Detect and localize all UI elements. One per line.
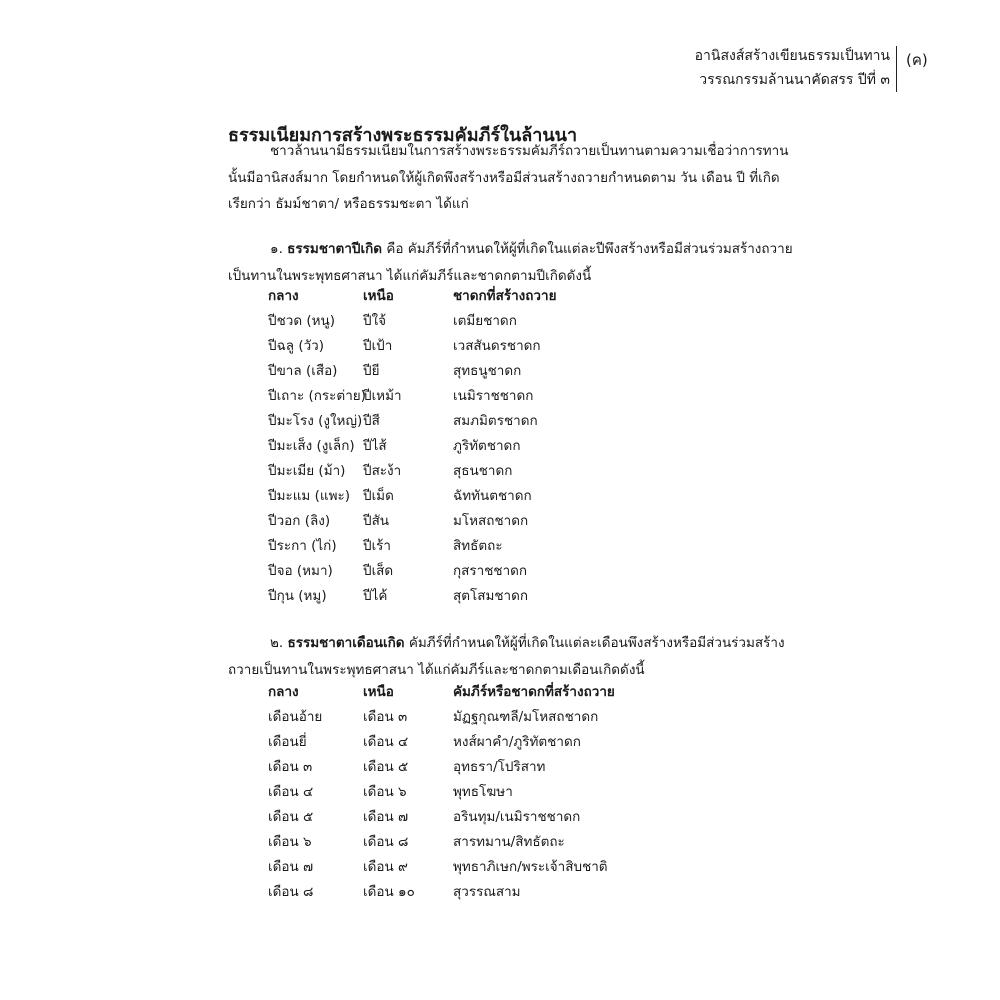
table-cell: ปีสี	[363, 413, 380, 429]
table-cell: สมภมิตรชาดก	[453, 413, 538, 429]
section-2-paragraph	[228, 630, 798, 683]
table-cell: ปีวอก (ลิง)	[268, 513, 331, 529]
table-cell: เดือน ๓	[268, 759, 313, 775]
table-cell: ปีขาล (เสือ)	[268, 363, 338, 379]
table-cell: เดือน ๙	[363, 859, 408, 875]
table-cell: พุทธโฆษา	[453, 784, 513, 800]
table-cell: ฉัททันตชาดก	[453, 488, 532, 504]
table-cell: ปีกุน (หมู)	[268, 588, 327, 604]
table-cell: เดือน ๘	[363, 834, 409, 850]
header-line-2: วรรณกรรมล้านนาคัดสรร ปีที่ ๓	[699, 72, 890, 88]
table-cell: อรินทุม/เนมิราชชาดก	[453, 809, 581, 825]
column-header: กลาง	[268, 684, 299, 700]
table-cell: ปีจอ (หมา)	[268, 563, 333, 579]
intro-paragraph: ชาวล้านนามีธรรมเนียมในการสร้างพระธรรมคัมภีร์ถวายเป็นทานตามความเชื่อว่าการทานนั้นมีอานิสงส์มาก โดยกำหนดให้ผู้เกิดพึงสร้างหรือมีส่วนสร้างถวายกำหนดตาม วัน เดือน ปี ที่เกิด เรียกว่า ธัมม์ชาตา/ หรือธรรมชะตา ได้แก่	[228, 143, 789, 212]
table-cell: หงส์ผาคำ/ภูริทัตชาดก	[453, 734, 581, 750]
header-divider	[896, 46, 897, 92]
page-title: ธรรมเนียมการสร้างพระธรรมคัมภีร์ในล้านนา	[228, 125, 578, 146]
section-2-heading: ธรรมชาตาเดือนเกิด	[287, 635, 405, 651]
table-cell: ปีใจ้	[363, 313, 387, 329]
table-cell: มโหสถชาดก	[453, 513, 529, 529]
table-cell: ปีมะเส็ง (งูเล็ก)	[268, 438, 355, 454]
section-1-number: ๑.	[270, 241, 283, 257]
table-cell: เดือน ๑๐	[363, 884, 415, 900]
table-cell: ปีระกา (ไก่)	[268, 538, 337, 554]
table-cell: ปีเม็ด	[363, 488, 394, 504]
table-cell: เดือน ๘	[268, 884, 314, 900]
table-cell: ปีมะโรง (งูใหญ่)	[268, 413, 363, 429]
table-cell: ปีไค้	[363, 588, 388, 604]
section-2-number: ๒.	[270, 635, 284, 651]
column-header: เหนือ	[363, 288, 394, 304]
table-cell: ปีเป้า	[363, 338, 393, 354]
table-cell: เดือน ๗	[363, 809, 409, 825]
column-header: กลาง	[268, 288, 299, 304]
table-cell: สุตโสมชาดก	[453, 588, 529, 604]
table-cell: กุสราชชาดก	[453, 563, 528, 579]
section-1-heading: ธรรมชาตาปีเกิด	[287, 241, 383, 257]
table-cell: สุทธนูชาดก	[453, 363, 522, 379]
table-cell: ปีมะเมีย (ม้า)	[268, 463, 346, 479]
table-cell: เดือน ๔	[268, 784, 314, 800]
column-header: เหนือ	[363, 684, 394, 700]
table-cell: สารทมาน/สิทธัตถะ	[453, 834, 565, 850]
table-cell: เดือน ๕	[363, 759, 409, 775]
table-cell: ปีชวด (หนู)	[268, 313, 336, 329]
table-cell: เดือนยี่	[268, 734, 307, 750]
table-cell: เดือน ๗	[268, 859, 314, 875]
table-cell: เดือนอ้าย	[268, 709, 323, 725]
table-cell: มัฏฐกุณฑลี/มโหสถชาดก	[453, 709, 599, 725]
table-cell: สุวรรณสาม	[453, 884, 521, 900]
table-cell: ภูริทัตชาดก	[453, 438, 521, 454]
table-cell: เวสสันดรชาดก	[453, 338, 541, 354]
table-cell: ปีเถาะ (กระต่าย)	[268, 388, 366, 404]
table-cell: เดือน ๓	[363, 709, 408, 725]
running-header	[695, 44, 890, 92]
table-cell: ปียี	[363, 363, 380, 379]
section-1-text: คือ คัมภีร์ที่กำหนดให้ผู้ที่เกิดในแต่ละปีพึงสร้างหรือมีส่วนร่วมสร้างถวายเป็นทานในพระพุทธศาสนา ได้แก่คัมภีร์และชาดกตามปีเกิดดังนี้	[228, 241, 793, 284]
table-cell: เดือน ๕	[268, 809, 314, 825]
table-cell: เตมียชาดก	[453, 313, 517, 329]
table-cell: ปีมะแม (แพะ)	[268, 488, 350, 504]
column-header: คัมภีร์หรือชาดกที่สร้างถวาย	[453, 684, 615, 700]
table-cell: สิทธัตถะ	[453, 538, 503, 554]
table-cell: ปีเร้า	[363, 538, 392, 554]
section-1-paragraph	[228, 236, 798, 289]
table-cell: อุทธรา/โปริสาท	[453, 759, 546, 775]
header-line-1: อานิสงส์สร้างเขียนธรรมเป็นทาน	[694, 48, 890, 64]
table-cell: ปีสัน	[363, 513, 390, 529]
table-cell: ปีเส็ด	[363, 563, 394, 579]
table-cell: เนมิราชชาดก	[453, 388, 534, 404]
table-cell: พุทธาภิเษก/พระเจ้าสิบชาติ	[453, 859, 608, 875]
table-cell: ปีเหม้า	[363, 388, 402, 404]
table-cell: เดือน ๖	[268, 834, 312, 850]
column-header: ชาดกที่สร้างถวาย	[453, 288, 557, 304]
table-cell: ปีสะง้า	[363, 463, 402, 479]
table-cell: เดือน ๔	[363, 734, 409, 750]
section-2-text: คัมภีร์ที่กำหนดให้ผู้ที่เกิดในแต่ละเดือนพึงสร้างหรือมีส่วนร่วมสร้างถวายเป็นทานในพระพุทธศาสนา ได้แก่คัมภีร์และชาดกตามเดือนเกิดดังนี้	[228, 635, 785, 678]
table-cell: เดือน ๖	[363, 784, 407, 800]
table-cell: สุธนชาดก	[453, 463, 513, 479]
table-cell: ปีฉลู (วัว)	[268, 338, 325, 354]
table-cell: ปีไส้	[363, 438, 387, 454]
page-number: (ค)	[906, 51, 928, 69]
